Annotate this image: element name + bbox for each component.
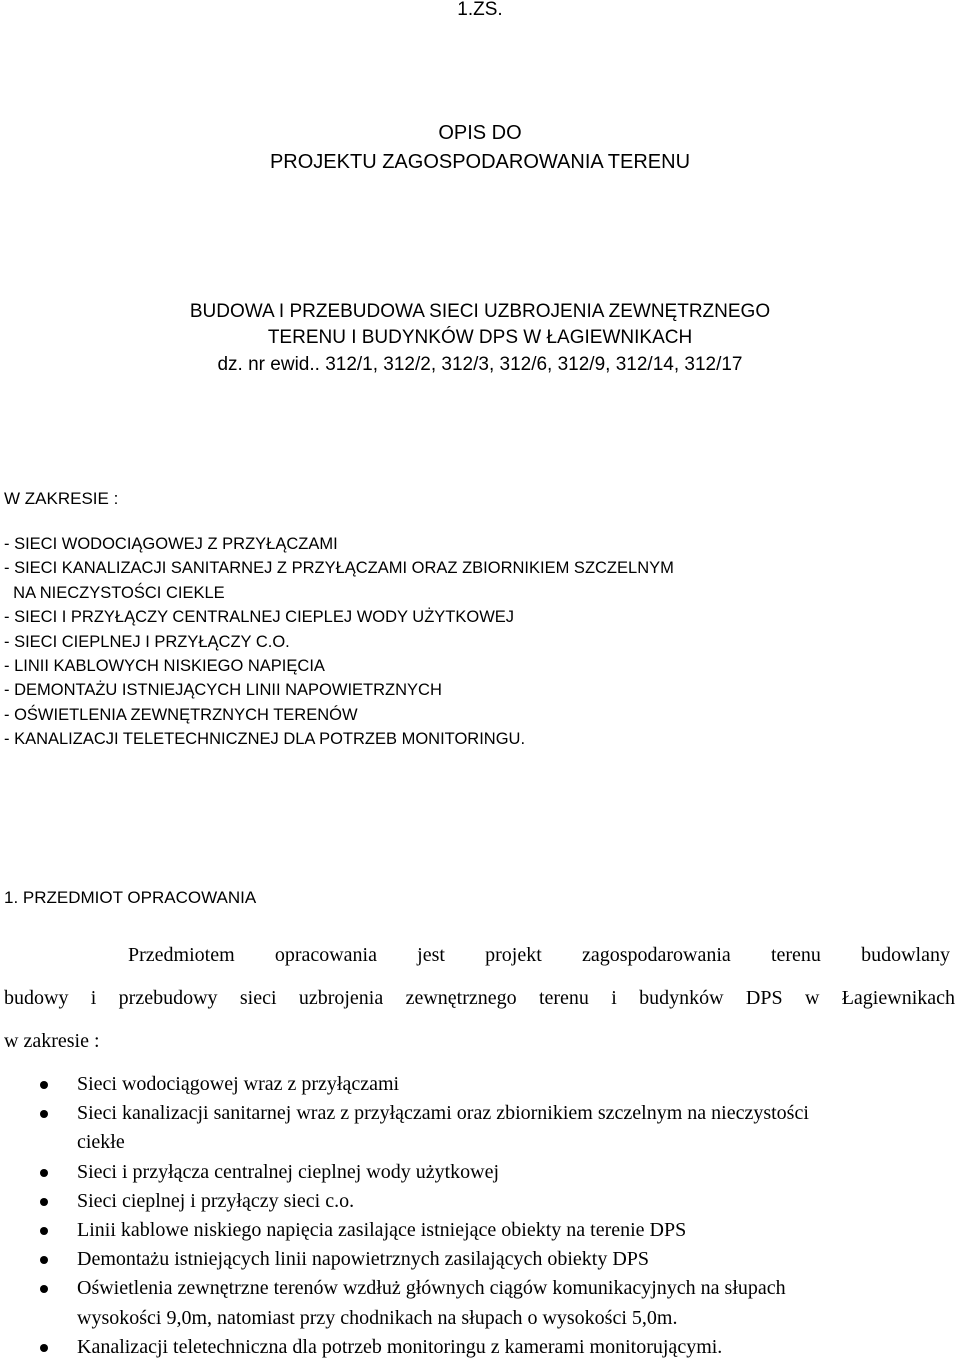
- bullet-text: Linii kablowe niskiego napięcia zasilające istniejące obiekty na terenie DPS: [77, 1219, 687, 1242]
- scope-item: - LINII KABLOWYCH NISKIEGO NAPIĘCIA: [4, 657, 325, 676]
- scope-item: - DEMONTAŻU ISTNIEJĄCYCH LINII NAPOWIETRZNYCH: [4, 681, 442, 700]
- bullet-text: Kanalizacji teletechniczna dla potrzeb monitoringu z kamerami monitorującymi.: [77, 1335, 723, 1358]
- bullet-text: Sieci cieplnej i przyłączy sieci c.o.: [77, 1189, 355, 1212]
- scope-item: - SIECI I PRZYŁĄCZY CENTRALNEJ CIEPLEJ WODY UŻYTKOWEJ: [4, 608, 515, 627]
- paragraph-word: budowlany: [861, 944, 950, 966]
- bullet-item: [0, 1333, 960, 1362]
- bullet-dot-icon: [40, 1285, 48, 1293]
- bullet-dot-icon: [40, 1110, 48, 1118]
- subject-line-3: dz. nr ewid.. 312/1, 312/2, 312/3, 312/6, 312/9, 312/14, 312/17: [217, 354, 743, 375]
- bullet-item: [0, 1245, 960, 1274]
- scope-item: - SIECI KANALIZACJI SANITARNEJ Z PRZYŁĄCZAMI ORAZ ZBIORNIKIEM SZCZELNYM: [4, 559, 674, 578]
- scope-item: - KANALIZACJI TELETECHNICZNEJ DLA POTRZEB MONITORINGU.: [4, 730, 526, 749]
- bullet-dot-icon: [40, 1081, 48, 1089]
- bullet-dot-icon: [40, 1256, 48, 1264]
- scope-list: [4, 532, 674, 752]
- bullet-item: [0, 1099, 960, 1157]
- scope-heading: W ZAKRESIE :: [4, 489, 119, 508]
- bullet-text: Sieci i przyłącza centralnej cieplnej wody użytkowej: [77, 1160, 500, 1183]
- title-line-1: OPIS DO: [438, 122, 522, 144]
- scope-item: - SIECI WODOCIĄGOWEJ Z PRZYŁĄCZAMI: [4, 535, 338, 553]
- bullet-list: [0, 1070, 960, 1362]
- paragraph-word: jest: [417, 944, 445, 966]
- bullet-item: [0, 1070, 960, 1099]
- bullet-text: Oświetlenia zewnętrzne terenów wzdłuż głównych ciągów komunikacyjnych na słupach: [77, 1277, 786, 1300]
- paragraph-line-2: budowy i przebudowy sieci uzbrojenia zewnętrznego terenu i budynków DPS w Łagiewnikach: [4, 987, 955, 1009]
- bullet-text: Sieci kanalizacji sanitarnej wraz z przyłączami oraz zbiornikiem szczelnym na nieczystości: [77, 1102, 809, 1125]
- paragraph-word: projekt: [485, 944, 542, 966]
- title-line-2: PROJEKTU ZAGOSPODAROWANIA TERENU: [269, 151, 691, 173]
- bullet-dot-icon: [40, 1198, 48, 1206]
- paragraph-word: terenu: [770, 944, 821, 966]
- bullet-item: [0, 1274, 960, 1332]
- bullet-dot-icon: [40, 1344, 48, 1352]
- subject-line-2: TERENU I BUDYNKÓW DPS W ŁAGIEWNIKACH: [267, 327, 693, 348]
- bullet-item: [0, 1187, 960, 1216]
- bullet-text-continuation: wysokości 9,0m, natomiast przy chodnikach na słupach o wysokości 5,0m.: [77, 1306, 678, 1329]
- paragraph-word: opracowania: [274, 944, 377, 966]
- bullet-item: [0, 1158, 960, 1187]
- paragraph-line-1: [128, 942, 950, 968]
- subject-line-1: BUDOWA I PRZEBUDOWA SIECI UZBROJENIA ZEWNĘTRZNEGO: [189, 301, 771, 322]
- section-heading: 1. PRZEDMIOT OPRACOWANIA: [4, 888, 257, 907]
- paragraph-line-3: w zakresie :: [4, 1030, 100, 1052]
- paragraph-word: Przedmiotem: [128, 944, 235, 966]
- bullet-text: Sieci wodociągowej wraz z przyłączami: [77, 1073, 400, 1095]
- scope-item: - SIECI CIEPLNEJ I PRZYŁĄCZY C.O.: [4, 632, 290, 651]
- paragraph-word: zagospodarowania: [581, 944, 731, 966]
- bullet-text-continuation: ciekłe: [77, 1131, 125, 1154]
- document-code: 1.ZS.: [457, 0, 503, 20]
- bullet-dot-icon: [40, 1227, 48, 1235]
- bullet-item: [0, 1216, 960, 1245]
- bullet-dot-icon: [40, 1169, 48, 1177]
- scope-item: - OŚWIETLENIA ZEWNĘTRZNYCH TERENÓW: [4, 705, 358, 724]
- scope-item: NA NIECZYSTOŚCI CIEKLE: [4, 583, 225, 602]
- bullet-text: Demontażu istniejących linii napowietrznych zasilających obiekty DPS: [77, 1248, 650, 1271]
